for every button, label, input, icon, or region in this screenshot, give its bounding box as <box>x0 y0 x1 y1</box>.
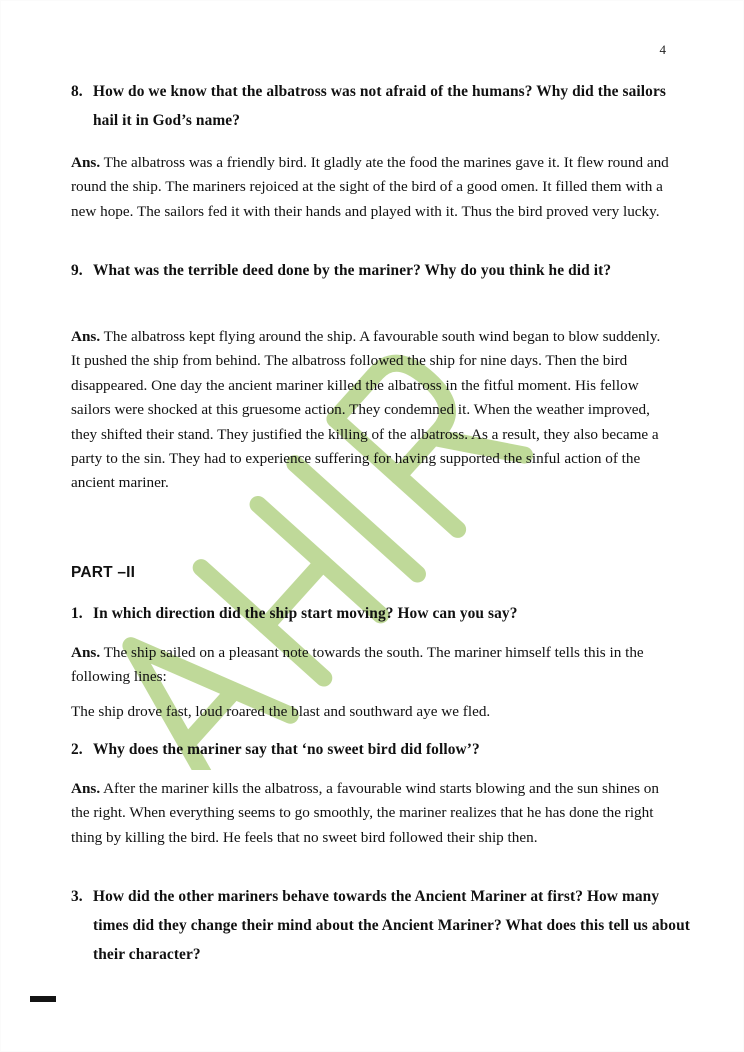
question-2 <box>71 735 694 764</box>
question-1 <box>71 599 694 628</box>
question-3-number: 3. <box>71 888 83 905</box>
part-heading: PART –II <box>71 564 136 581</box>
answer-1 <box>71 641 672 690</box>
question-9-text: What was the terrible deed done by the mariner? Why do you think he did it? <box>93 262 612 279</box>
question-9 <box>71 256 694 285</box>
answer-8-label: Ans. <box>71 154 101 171</box>
question-1-number: 1. <box>71 605 83 622</box>
quoted-line: The ship drove fast, loud roared the blast and southward aye we fled. <box>71 703 491 720</box>
answer-1-label: Ans. <box>71 644 101 661</box>
answer-2 <box>71 777 672 850</box>
question-3 <box>71 882 694 969</box>
question-8-text: How do we know that the albatross was not afraid of the humans? Why did the sailors hail it in God’s name? <box>93 83 666 129</box>
question-2-number: 2. <box>71 741 83 758</box>
answer-8-text: The albatross was a friendly bird. It gladly ate the food the marines gave it. It flew round and round the ship. The mariners rejoiced at the sight of the bird of a good omen. It filled them with a new hope. The sailors fed it with their hands and played with it. Thus the bird proved very lucky. <box>71 154 669 220</box>
answer-2-label: Ans. <box>71 780 101 797</box>
answer-8 <box>71 151 672 224</box>
answer-9-text: The albatross kept flying around the ship. A favourable south wind began to blow suddenly. It pushed the ship from behind. The albatross followed the ship for nine days. Then the bird disappeared. One day the ancient mariner killed the albatross in the fitful moment. His fellow sailors were shocked at this gruesome action. They condemned it. When the weather improved, they shifted their stand. They justified the killing of the albatross. As a result, they also became a party to the sin. They had to experience suffering for having supported the sinful action of the ancient mariner. <box>71 328 661 492</box>
question-3-text: How did the other mariners behave towards the Ancient Mariner at first? How many times did they change their mind about the Ancient Mariner? What does this tell us about their character? <box>93 888 690 963</box>
answer-1-text: The ship sailed on a pleasant note towards the south. The mariner himself tells this in the following lines: <box>71 644 644 686</box>
question-1-text: In which direction did the ship start moving? How can you say? <box>93 605 518 622</box>
question-8 <box>71 77 694 135</box>
answer-9-label: Ans. <box>71 328 101 345</box>
answer-2-text: After the mariner kills the albatross, a favourable wind starts blowing and the sun shines on the right. When everything seems to go smoothly, the mariner realizes that he has done the right thing by killing the bird. He feels that no sweet bird followed their ship then. <box>71 780 659 846</box>
bottom-mark <box>30 996 56 1002</box>
question-2-text: Why does the mariner say that ‘no sweet bird did follow’? <box>93 741 480 758</box>
question-8-number: 8. <box>71 83 83 100</box>
question-9-number: 9. <box>71 262 83 279</box>
answer-9 <box>71 325 672 496</box>
page-number: 4 <box>659 42 666 57</box>
